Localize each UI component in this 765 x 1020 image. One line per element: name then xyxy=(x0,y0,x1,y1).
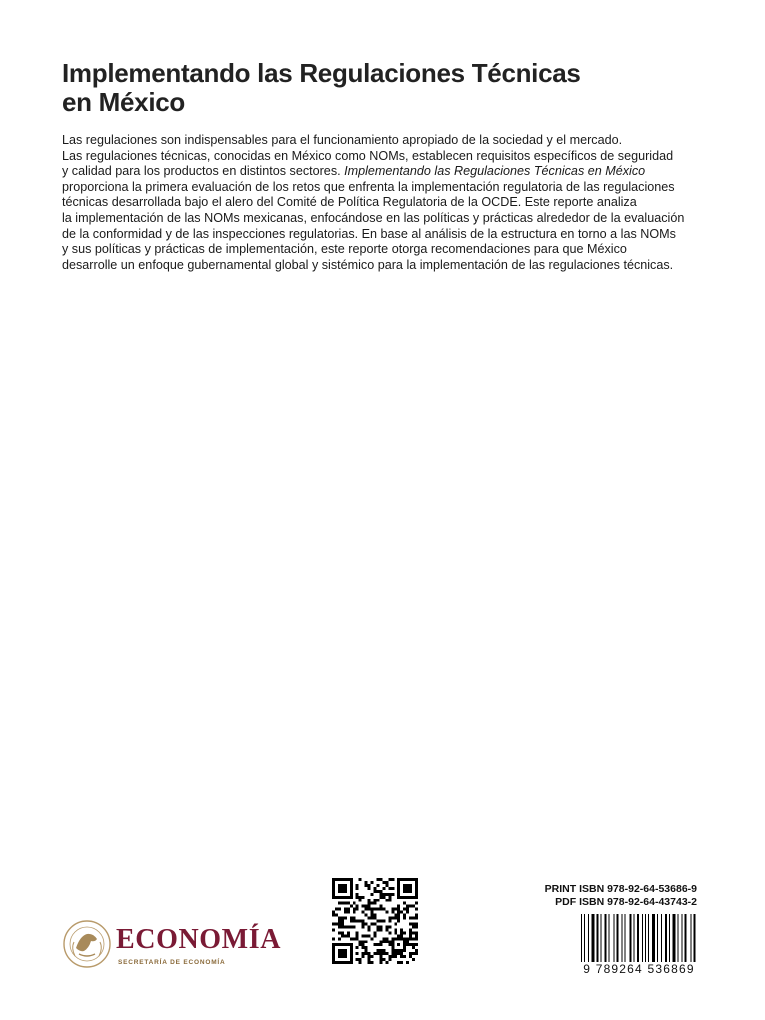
qr-code[interactable] xyxy=(332,878,418,964)
body-line xyxy=(62,164,712,180)
summary-paragraph xyxy=(62,133,712,273)
body-line: de la conformidad y de las inspecciones regulatorias. En base al análisis de la estructura en torno a las NOMs xyxy=(62,226,676,241)
secretaria-economia-logo xyxy=(62,918,292,974)
mexico-coat-of-arms-seal-icon xyxy=(62,918,112,970)
book-title-italic: Implementando las Regulaciones Técnicas en México xyxy=(344,164,646,179)
economia-wordmark: ECONOMÍA xyxy=(116,924,282,955)
isbn-barcode xyxy=(580,914,698,962)
logo-subtitle: SECRETARÍA DE ECONOMÍA xyxy=(118,959,226,966)
body-line: Las regulaciones técnicas, conocidas en México como NOMs, establecen requisitos específicos de seguridad xyxy=(62,148,674,163)
pdf-isbn: PDF ISBN 978-92-64-43743-2 xyxy=(555,896,697,908)
body-line: desarrolle un enfoque gubernamental global y sistémico para la implementación de las regulaciones técnicas. xyxy=(62,257,674,272)
body-line: Las regulaciones son indispensables para el funcionamiento apropiado de la sociedad y el mercado. xyxy=(62,133,623,147)
body-line-start: y calidad para los productos en distintos sectores. xyxy=(62,164,341,179)
isbn-block xyxy=(545,883,697,909)
body-line: proporciona la primera evaluación de los retos que enfrenta la implementación regulatoria de las regulaciones xyxy=(62,179,675,194)
body-line: la implementación de las NOMs mexicanas, enfocándose en las políticas y prácticas alrededor de la evaluación xyxy=(62,210,685,225)
body-line: técnicas desarrollada bajo el alero del Comité de Política Regulatoria de la OCDE. Este reporte analiza xyxy=(62,195,637,210)
title-line-1: Implementando las Regulaciones Técnicas xyxy=(62,58,581,88)
page-title xyxy=(62,59,702,117)
title-line-2: en México xyxy=(62,87,186,117)
print-isbn: PRINT ISBN 978-92-64-53686-9 xyxy=(544,883,697,895)
body-line: y sus políticas y prácticas de implementación, este reporte otorga recomendaciones para que México xyxy=(62,242,627,257)
barcode-number: 9 789264 536869 xyxy=(583,962,695,976)
